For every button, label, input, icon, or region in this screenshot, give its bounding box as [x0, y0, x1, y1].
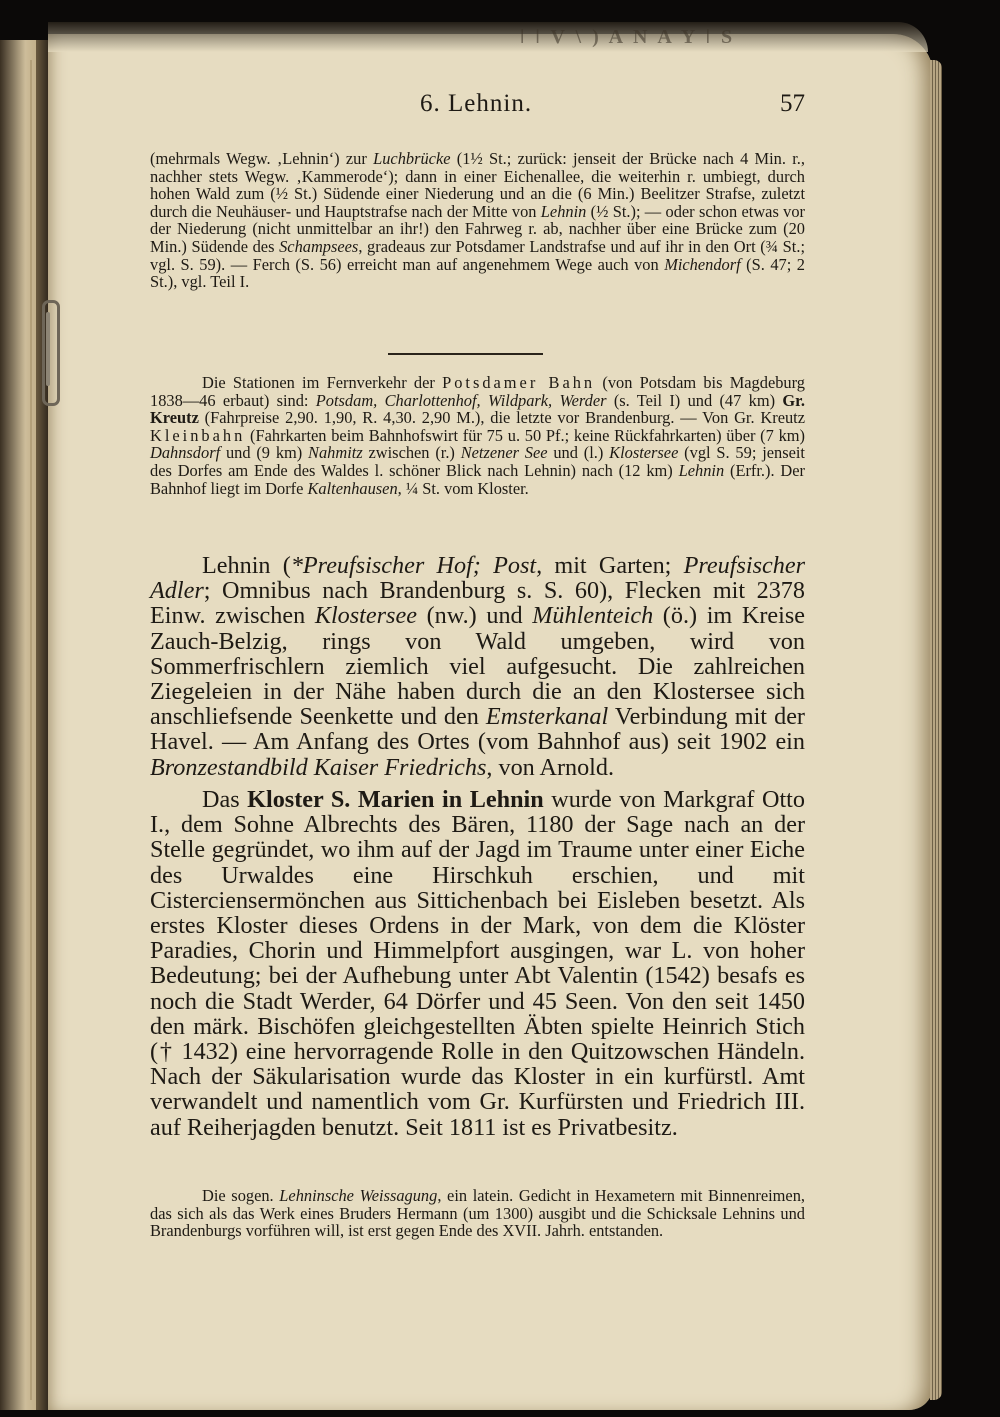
text-run: (ö.) im Kreise Zauch-Belzig, rings von Wald umgeben, wird von Sommerfrischlern ziemlich viel aufgesucht. Die zahlreichen Ziegeleien in der Nähe haben durch die an den Klostersee sich anschliefsende Seenkette und den: [150, 602, 805, 731]
text-run: (Fahrpreise 2,90. 1,90, R. 4,30. 2,90 M.), die letzte vor Brandenburg. — Von Gr. Kreutz: [198, 408, 805, 428]
running-header: [150, 90, 805, 124]
text-run: (mehrmals Wegw. ‚Lehnin‘) zur: [150, 149, 374, 168]
page-stack-edges: [930, 60, 942, 1400]
italic-monument-name: Bronzestandbild Kaiser Friedrichs: [150, 753, 487, 781]
italic-place-name: Michendorf: [664, 254, 741, 274]
italic-work-title: Lehninsche Weissagung: [279, 1186, 438, 1205]
italic-place-name: Dahnsdorf: [150, 443, 221, 463]
text-run: zwischen (r.): [362, 443, 461, 463]
text-run: (½ St.); — oder schon etwas vor der Niederung (nicht unmittelbar an ihr!) den Fahrweg r. ab, nachher über eine Brücke zum (20 Min.) Südende des: [150, 201, 805, 256]
italic-place-name: Mühlenteich: [532, 602, 654, 630]
text-run: (s. Teil I) und (47 km): [606, 390, 783, 410]
spaced-railway-name: Kleinbahn: [150, 425, 246, 445]
italic-place-name: Schampsees: [279, 236, 359, 256]
text-run: Die Stationen im Fernverkehr der: [202, 373, 443, 392]
text-run: Die sogen.: [202, 1186, 280, 1205]
paragraph-railway-stations: [150, 374, 805, 497]
running-title: 6. Lehnin.: [420, 90, 533, 117]
text-run: ; Omnibus nach Brandenburg s. S. 60), Flecken mit 2378 Einw. zwischen: [150, 577, 805, 630]
text-run: und (9 km): [220, 443, 309, 463]
page-number: 57: [780, 90, 805, 117]
italic-hotel-name: Preufsischer Adler: [150, 552, 806, 605]
text-run: , ein latein. Gedicht in Hexametern mit Binnenreimen, das sich als das Werk eines Bruders Hermann (um 1300) ausgibt und die Schicksale Lehnins und Brandenburgs vorführen will, ist erst gegen Ende des XVII. Jahrh. entstanden.: [150, 1186, 805, 1241]
text-run: Verbindung mit der Havel. — Am Anfang des Ortes (vom Bahnhof aus) seit 1902 ein: [150, 703, 805, 756]
paragraph-lehnin-town: [150, 553, 805, 780]
spaced-railway-name: Potsdamer Bahn: [442, 373, 596, 392]
text-run: Das: [202, 786, 248, 813]
bold-kloster-name: Kloster S. Marien in Lehnin: [247, 786, 544, 813]
italic-place-name: Nahmitz: [308, 443, 363, 463]
italic-place-name: Klostersee: [314, 602, 417, 630]
text-run: und (l.): [547, 443, 610, 463]
italic-place-name: Potsdam, Charlottenhof, Wildpark, Werder: [315, 390, 607, 410]
text-run: Lehnin (: [202, 552, 291, 579]
paragraph-route-continuation: [150, 150, 805, 291]
bold-station-name: Gr. Kreutz: [150, 390, 805, 428]
text-run: , ¼ St. vom Kloster.: [397, 478, 529, 498]
text-run: (S. 47; 2 St.), vgl. Teil I.: [150, 254, 805, 292]
paragraph-kloster-history: [150, 787, 805, 1140]
paper-clip-inner: [46, 312, 50, 386]
italic-place-name: Netzener See: [460, 443, 548, 463]
italic-place-name: Lehnin: [540, 201, 587, 221]
text-run: wurde von Markgraf Otto I., dem Sohne Albrechts des Bären, 1180 der Sage nach an der Stelle gegründet, wo ihm auf der Jagd im Traume unter einer Eiche des Urwaldes eine Hirschkuh erschien, und mit Cisterciensermönchen aus Sittichenbach bei Eisleben besetzt. Als erstes Kloster dieses Ordens in der Mark, von dem die Klöster Paradies, Chorin und Himmelpfort ausgingen, war L. von hoher Bedeutung; bei der Aufhebung unter Abt Valentin (1542) besafs es noch die Stadt Werder, 64 Dörfer und 45 Seen. Von den seit 1450 den märk. Bischöfen gleichgestellten Äbten spielte Heinrich Stich († 1432) eine hervorragende Rolle in den Quitzowschen Händeln. Nach der Säkularisation wurde das Kloster in ein kurfürstl. Amt verwandelt und namentlich vom Gr. Kurfürsten und Friedrich III. auf Reiherjagden benutzt. Seit 1811 ist es Privatbesitz.: [150, 786, 805, 1141]
italic-place-name: Klostersee: [609, 443, 679, 463]
paragraph-weissagung-note: [150, 1187, 805, 1240]
paper-clip-icon: [42, 300, 60, 406]
italic-place-name: Luchbrücke: [373, 149, 451, 168]
text-run: mit Garten;: [542, 552, 684, 579]
text-run: (Erfr.). Der Bahnhof liegt im Dorfe: [150, 460, 806, 498]
text-run: (Fahrkarten beim Bahnhofswirt für 75 u. 50 Pf.; keine Rückfahrkarten) über (7 km): [245, 425, 805, 445]
italic-place-name: Lehnin: [678, 460, 725, 480]
text-run: (von Potsdam bis Magdeburg 1838—46 erbaut) sind:: [150, 373, 805, 410]
italic-hotel-name: *Preufsischer Hof; Post,: [290, 552, 543, 579]
italic-place-name: Emsterkanal: [485, 703, 609, 731]
text-run: (1½ St.; zurück: jenseit der Brücke nach 4 Min. r., nachher stets Wegw. ‚Kammerode‘); dann in einer Eichenallee, die weiterhin r. umbiegt, durch hohen Wald zum (½ St.) Südende einer Niederung und an die (6 Min.) Beelitzer Strafse, zuletzt durch die Neuhäuser- und Hauptstrafse nach der Mitte von: [150, 149, 805, 221]
text-run: , von Arnold.: [486, 753, 615, 781]
bleed-through-text: ǀ ǀ V \ ) A N A Y ǀ S: [520, 26, 736, 48]
text-run: (vgl S. 59; jenseit des Dorfes am Ende des Waldes l. schöner Blick nach Lehnin) nach (12 km): [150, 443, 805, 480]
italic-place-name: Kaltenhausen: [307, 478, 398, 498]
text-run: , gradeaus zur Potsdamer Landstrafse und auf ihr in den Ort (¾ St.; vgl. S. 59). — Ferch (S. 56) erreicht man auf angenehmem Wege auch von: [150, 236, 806, 274]
text-run: (nw.) und: [416, 602, 533, 630]
spine-line: [30, 60, 32, 1400]
section-divider: [388, 353, 543, 355]
